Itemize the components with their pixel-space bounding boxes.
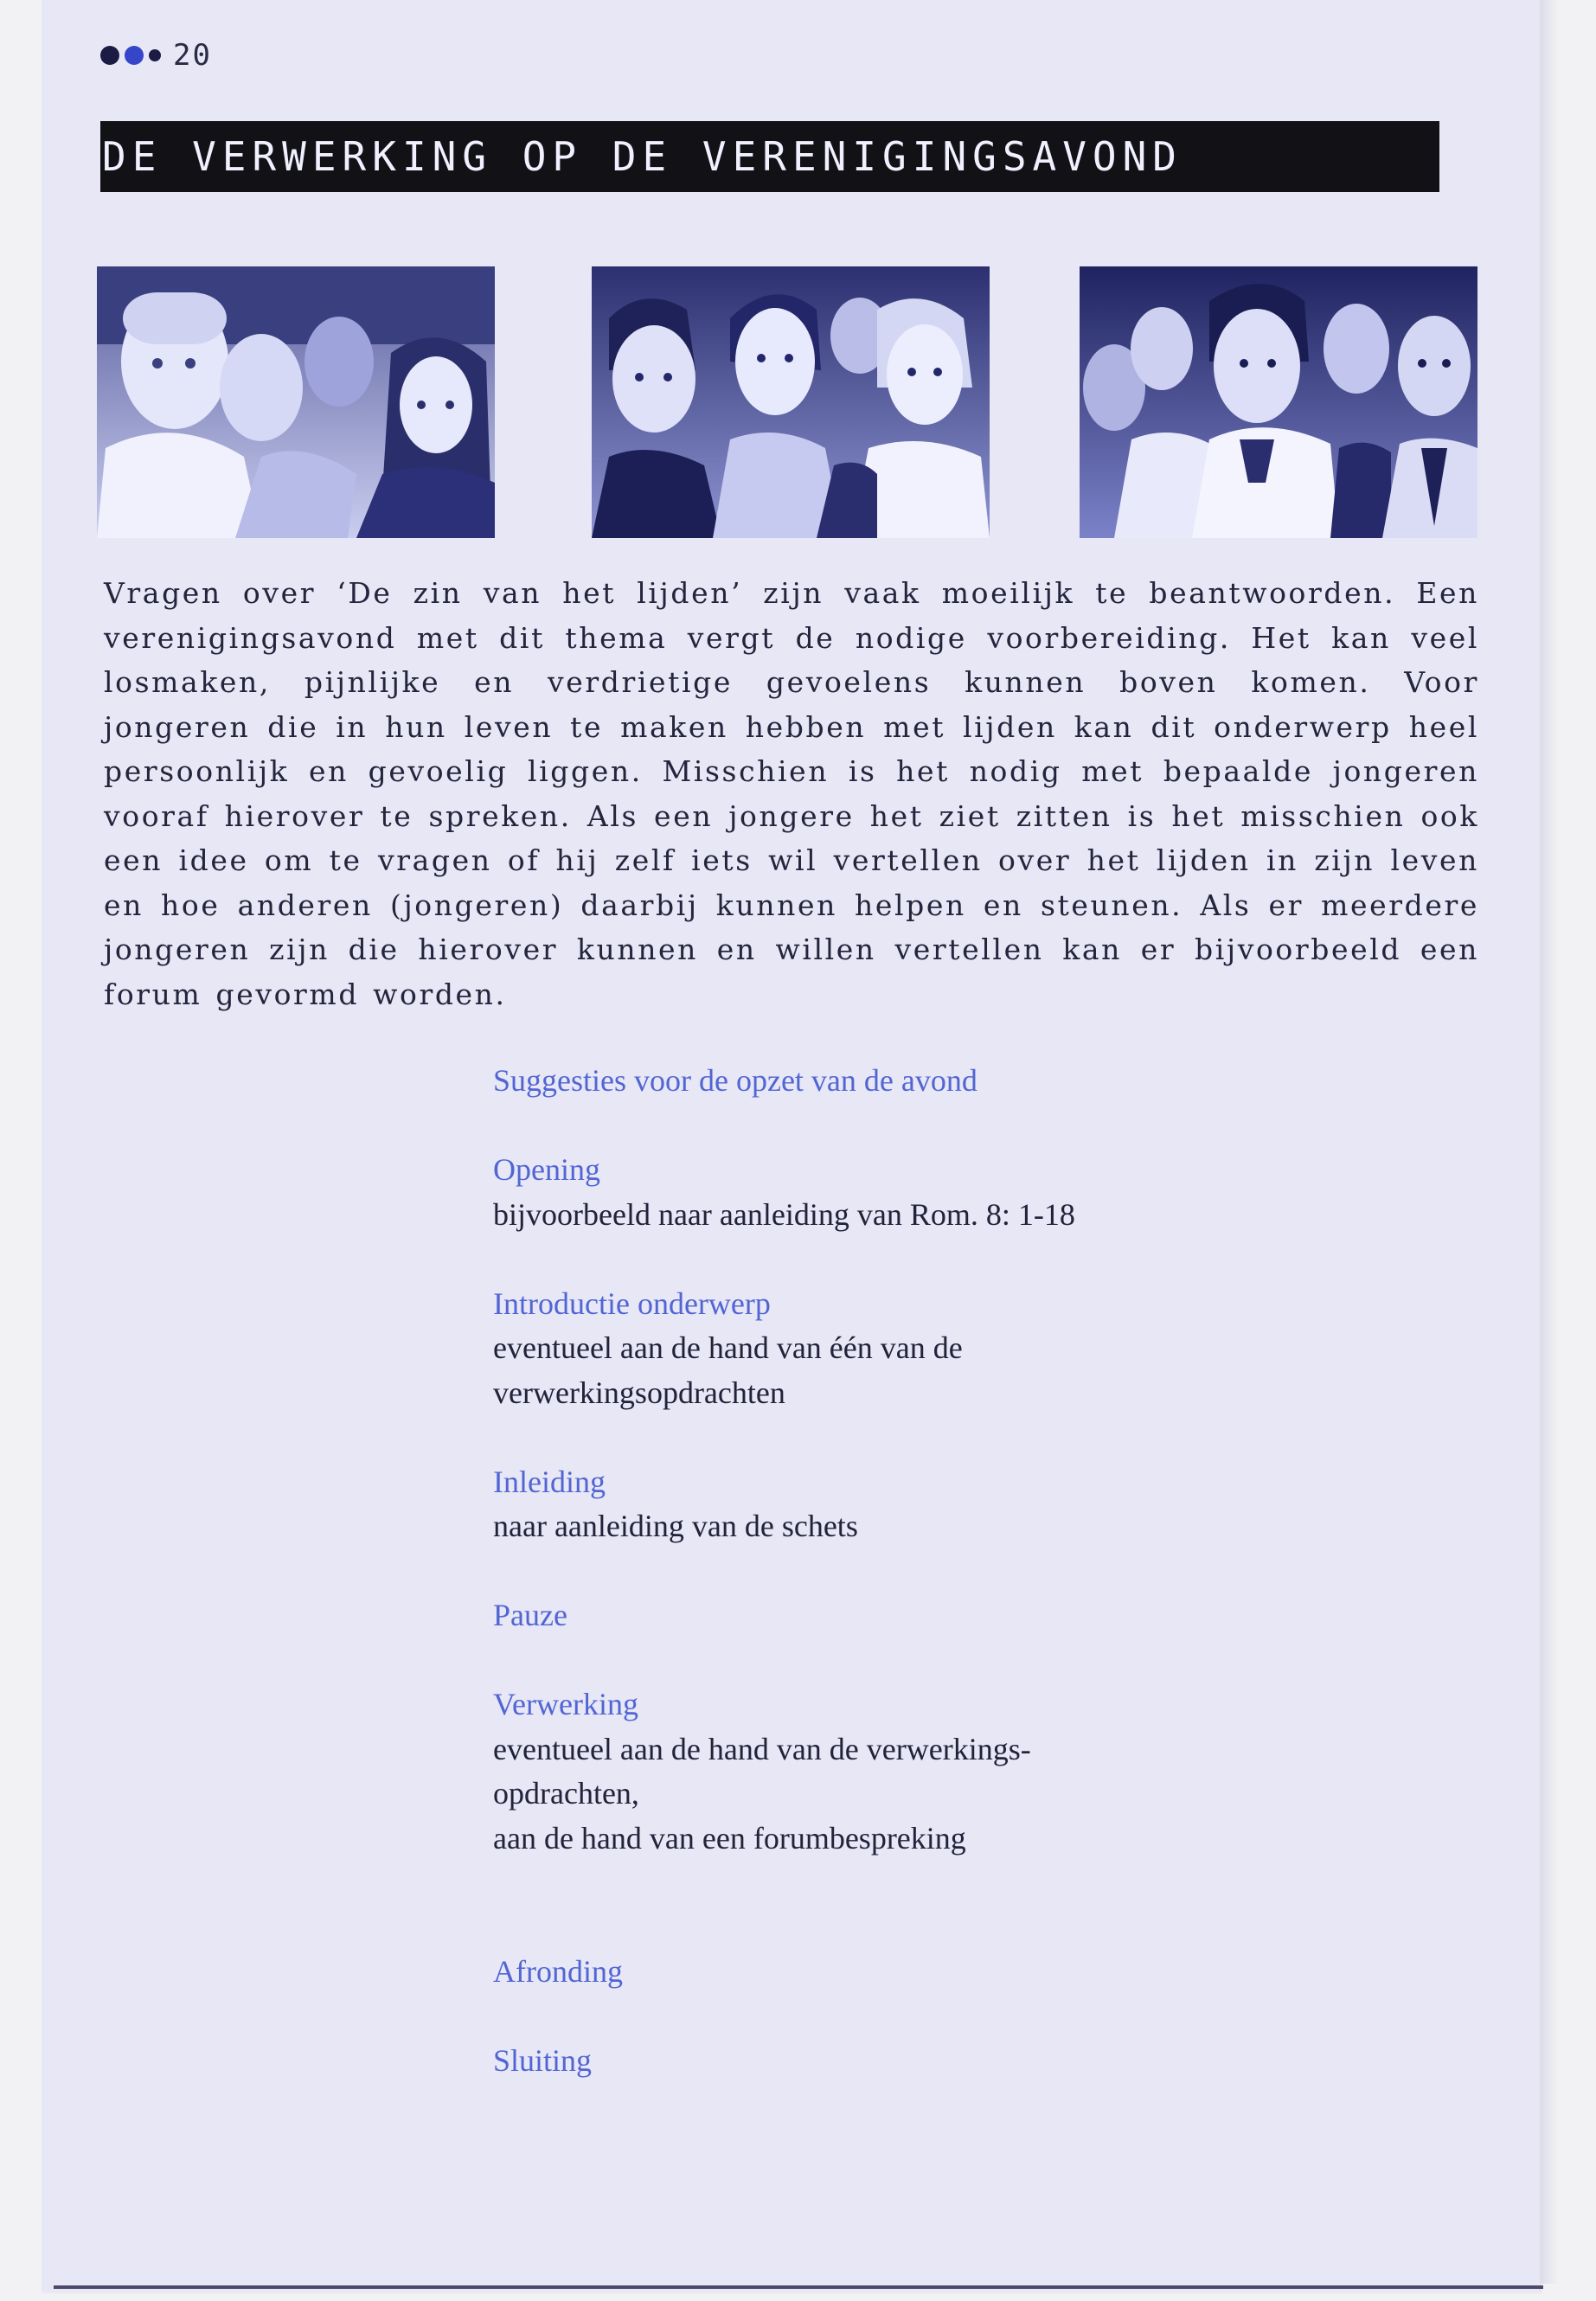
outline-item [493, 1460, 1272, 1549]
outline-item [493, 1282, 1272, 1416]
outline-item-line: verwerkingsopdrachten [493, 1375, 785, 1410]
outline-item-description [493, 1504, 1272, 1549]
bottom-rule [54, 2285, 1543, 2289]
photo-people-icon [97, 266, 495, 538]
outline-item-title: Inleiding [493, 1464, 606, 1499]
outline-item-description [493, 1193, 1272, 1238]
outline-item-description [493, 1727, 1272, 1862]
outline-item-title: Afronding [493, 1954, 623, 1989]
dot-icon [149, 49, 161, 61]
page-number-text: 20 [173, 38, 212, 73]
outline-item-title: Sluiting [493, 2043, 593, 2078]
dot-icon [100, 46, 119, 65]
photo-people-icon [1080, 266, 1477, 538]
outline-item-line: opdrachten, [493, 1776, 639, 1811]
group-photo-3 [1080, 266, 1477, 538]
outline-item-line: eventueel aan de hand van de verwerkings- [493, 1731, 1031, 1766]
outline-item-line: eventueel aan de hand van één van de [493, 1330, 963, 1365]
outline-item [493, 1682, 1272, 1861]
outline-item-title: Pauze [493, 1598, 567, 1632]
dot-icon [125, 46, 144, 65]
outline-item-line: naar aanleiding van de schets [493, 1509, 858, 1543]
group-photo-1 [97, 266, 495, 538]
group-photo-2 [592, 266, 990, 538]
outline-item [493, 1950, 1272, 1995]
intro-paragraph: Vragen over ‘De zin van het lijden’ zijn vaak moeilijk te beantwoorden. Een verenigingsavond met dit thema vergt de nodige voorbereiding. Het kan veel losmaken, pijnlijke en verdrietige gevoelens kunnen boven komen. Voor jongeren die in hun leven te maken hebben met lijden kan dit onderwerp heel persoonlijk en gevoelig liggen. Misschien is het nodig met bepaalde jongeren vooraf hierover te spreken. Als een jongere het ziet zitten is het misschien ook een idee om te vragen of hij zelf iets wil vertellen over het lijden in zijn leven en hoe anderen (jongeren) daarbij kunnen helpen en steunen. Als er meerdere jongeren zijn die hierover kunnen en willen vertellen kan er bijvoorbeeld een forum gevormd worden. [104, 576, 1479, 1011]
outline-item [493, 1593, 1272, 1638]
outline-item-title: Opening [493, 1152, 600, 1187]
outline-heading: Suggesties voor de opzet van de avond [493, 1063, 977, 1098]
page-number [100, 38, 212, 73]
outline-item [493, 2039, 1272, 2084]
title-bar [100, 121, 1439, 192]
outline-item-title: Verwerking [493, 1687, 638, 1721]
outline-item-title: Introductie onderwerp [493, 1285, 771, 1321]
outline-items [493, 1148, 1272, 2084]
outline-item-line: aan de hand van een forumbespreking [493, 1820, 966, 1856]
outline-item-description [493, 1326, 1272, 1415]
outline-item [493, 1148, 1272, 1237]
page-edge [1540, 0, 1559, 2284]
page-title: DE VERWERKING OP DE VERENIGINGSAVOND [102, 133, 1183, 180]
photo-people-icon [592, 266, 990, 538]
outline-item-line: bijvoorbeeld naar aanleiding van Rom. 8: 1-18 [493, 1196, 1075, 1232]
evening-outline [493, 1059, 1272, 2128]
